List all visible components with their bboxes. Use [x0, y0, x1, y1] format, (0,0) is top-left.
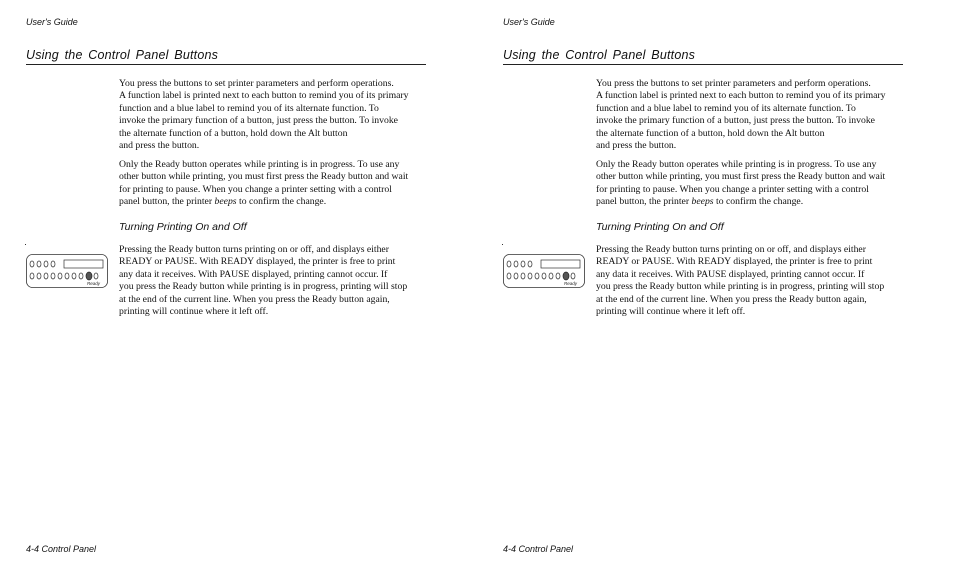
text-line: printing will continue where it left off.: [119, 306, 269, 318]
margin-mark: [25, 244, 26, 245]
text-line: at the end of the current line. When you press the Ready button again,: [119, 293, 390, 305]
text-line: and press the button.: [119, 140, 200, 152]
text-line: at the end of the current line. When you press the Ready button again,: [596, 293, 867, 305]
text-line: Pressing the Ready button turns printing on or off, and displays either: [596, 244, 866, 255]
text-line: other button while printing, you must first press the Ready button and wait: [119, 171, 409, 183]
text-run: panel button, the printer: [596, 196, 692, 208]
turning-paragraph: [596, 244, 908, 318]
margin-mark: [502, 244, 503, 245]
text-line: Only the Ready button operates while printing is in progress. To use any: [119, 159, 400, 170]
text-line: for printing to pause. When you change a printer setting with a control: [596, 183, 869, 195]
control-panel-drawing: [503, 254, 585, 288]
emphasis-beeps: beeps: [691, 196, 714, 208]
page-footer: 4-4 Control Panel: [26, 544, 97, 554]
text-line: any data it receives. With PAUSE displayed, printing cannot occur. If: [119, 268, 388, 280]
text-line: [596, 196, 908, 208]
text-line: You press the buttons to set printer parameters and perform operations.: [596, 78, 871, 89]
text-line: invoke the primary function of a button, just press the button. To invoke: [596, 115, 875, 127]
right-page: [477, 0, 954, 580]
page-footer: 4-4 Control Panel: [503, 544, 574, 554]
section-title: Using the Control Panel Buttons: [503, 48, 903, 65]
control-panel-illustration: [26, 254, 108, 288]
text-line: A function label is printed next to each button to remind you of its primary: [596, 90, 886, 102]
running-header: User's Guide: [26, 17, 78, 27]
text-line: Pressing the Ready button turns printing on or off, and displays either: [119, 244, 389, 255]
ready-paragraph: [119, 159, 431, 209]
text-line: READY or PAUSE. With READY displayed, the printer is free to print: [119, 256, 396, 268]
turning-paragraph: [119, 244, 431, 318]
intro-paragraph: [596, 78, 908, 152]
intro-paragraph: [119, 78, 431, 152]
text-line: function and a blue label to remind you of its alternate function. To: [596, 102, 856, 114]
text-line: you press the Ready button while printing is in progress, printing will stop: [119, 281, 408, 293]
text-line: Only the Ready button operates while printing is in progress. To use any: [596, 159, 877, 170]
text-run: to confirm the change.: [236, 196, 327, 208]
control-panel-drawing: [26, 254, 108, 288]
text-line: and press the button.: [596, 140, 677, 152]
text-line: A function label is printed next to each button to remind you of its primary: [119, 90, 409, 102]
text-line: other button while printing, you must first press the Ready button and wait: [596, 171, 886, 183]
text-line: function and a blue label to remind you of its alternate function. To: [119, 102, 379, 114]
ready-label: Ready: [564, 281, 578, 286]
text-run: panel button, the printer: [119, 196, 215, 208]
text-line: any data it receives. With PAUSE displayed, printing cannot occur. If: [596, 268, 865, 280]
text-run: to confirm the change.: [713, 196, 804, 208]
text-line: READY or PAUSE. With READY displayed, the printer is free to print: [596, 256, 873, 268]
running-header: User's Guide: [503, 17, 555, 27]
ready-paragraph: [596, 159, 908, 209]
subheading: Turning Printing On and Off: [119, 221, 247, 233]
text-line: [119, 196, 431, 208]
text-line: printing will continue where it left off.: [596, 306, 746, 318]
text-line: for printing to pause. When you change a printer setting with a control: [119, 183, 392, 195]
subheading: Turning Printing On and Off: [596, 221, 724, 233]
text-line: the alternate function of a button, hold down the Alt button: [596, 127, 825, 139]
emphasis-beeps: beeps: [214, 196, 237, 208]
text-line: invoke the primary function of a button, just press the button. To invoke: [119, 115, 398, 127]
section-title: Using the Control Panel Buttons: [26, 48, 426, 65]
control-panel-illustration: [503, 254, 585, 288]
ready-label: Ready: [87, 281, 101, 286]
text-line: You press the buttons to set printer parameters and perform operations.: [119, 78, 394, 89]
text-line: you press the Ready button while printing is in progress, printing will stop: [596, 281, 885, 293]
text-line: the alternate function of a button, hold down the Alt button: [119, 127, 348, 139]
